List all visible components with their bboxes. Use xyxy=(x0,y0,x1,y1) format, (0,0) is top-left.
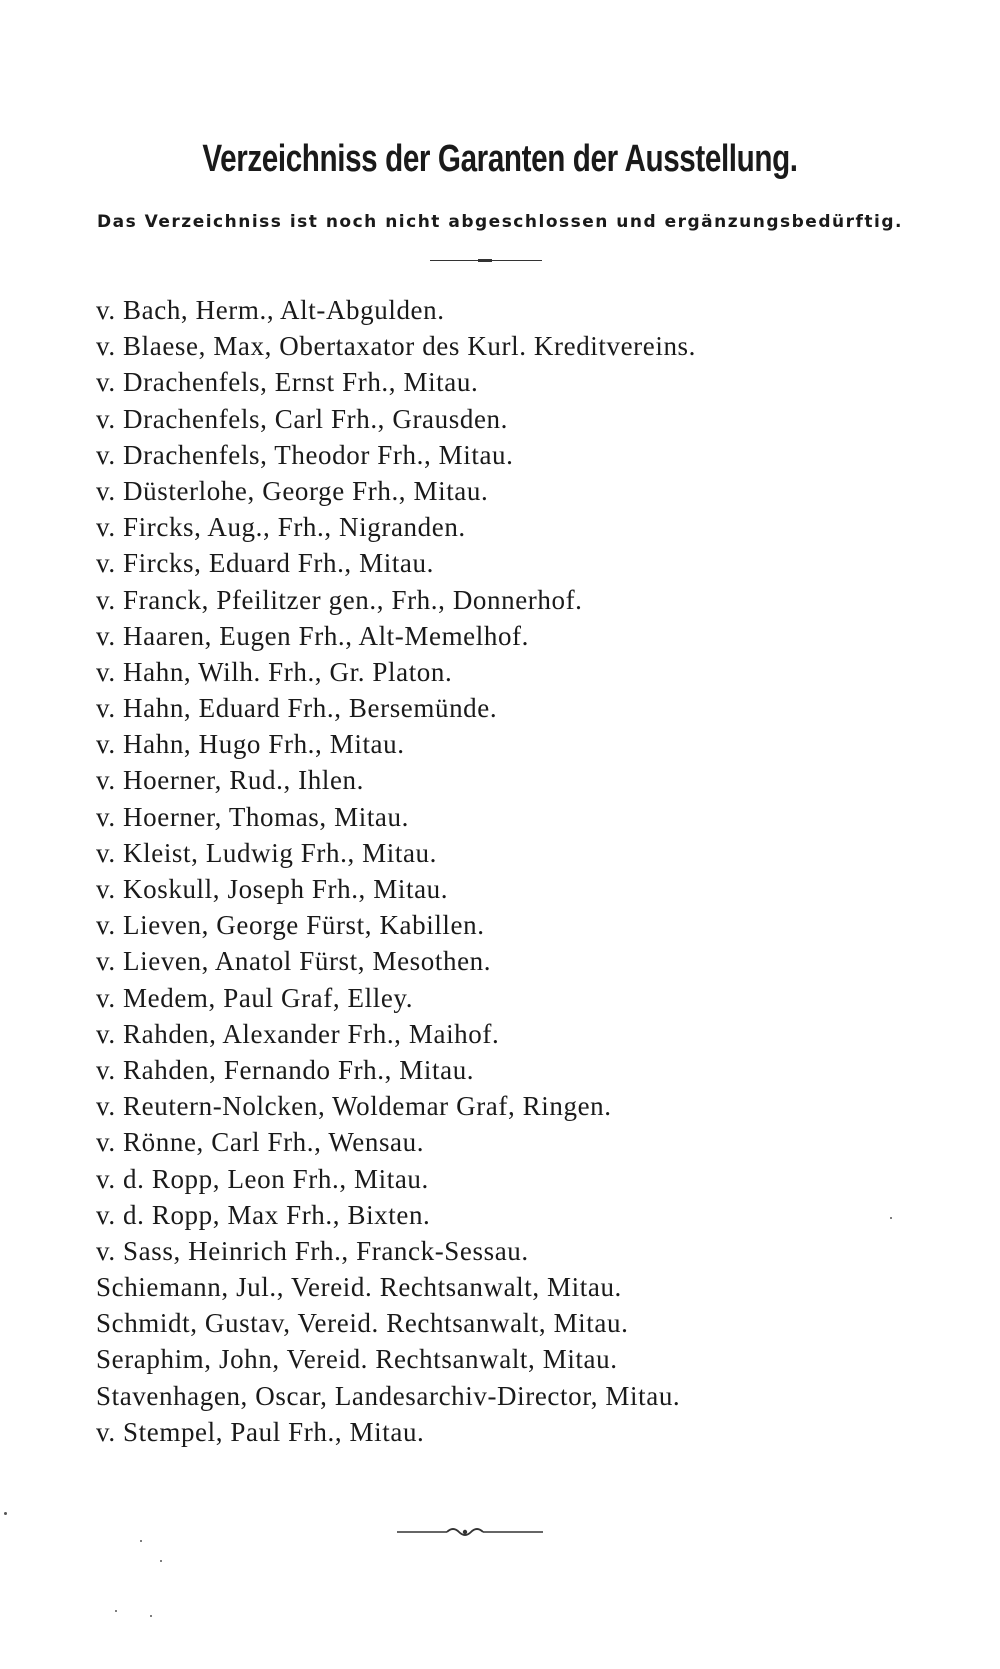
guarantor-list xyxy=(96,292,696,1450)
print-speck xyxy=(4,1512,7,1515)
print-speck xyxy=(160,1560,162,1562)
title-divider xyxy=(430,260,542,261)
list-item: v. Rahden, Fernando Frh., Mitau. xyxy=(96,1054,475,1085)
page-title: Verzeichniss der Garanten der Ausstellung. xyxy=(202,138,798,180)
list-item: Seraphim, John, Vereid. Rechtsanwalt, Mitau. xyxy=(96,1344,618,1375)
print-speck xyxy=(890,1217,892,1219)
list-item: v. Kleist, Ludwig Frh., Mitau. xyxy=(96,837,437,868)
list-item: Stavenhagen, Oscar, Landesarchiv-Director, Mitau. xyxy=(96,1380,681,1411)
list-item: v. Drachenfels, Carl Frh., Grausden. xyxy=(96,403,508,434)
list-item: v. Reutern-Nolcken, Woldemar Graf, Ringen. xyxy=(96,1091,612,1122)
list-item: v. Lieven, George Fürst, Kabillen. xyxy=(96,910,485,941)
list-item: v. Blaese, Max, Obertaxator des Kurl. Kreditvereins. xyxy=(96,331,697,362)
list-item: v. Drachenfels, Ernst Frh., Mitau. xyxy=(96,367,479,398)
list-item: v. Koskull, Joseph Frh., Mitau. xyxy=(96,874,449,904)
list-item: v. Fircks, Eduard Frh., Mitau. xyxy=(96,548,434,579)
page-subtitle: Das Verzeichniss ist noch nicht abgeschlossen und ergänzungsbedürftig. xyxy=(97,212,903,232)
list-item: v. Franck, Pfeilitzer gen., Frh., Donnerhof. xyxy=(96,584,583,615)
list-item: v. d. Ropp, Leon Frh., Mitau. xyxy=(96,1163,429,1194)
list-item: v. Hahn, Wilh. Frh., Gr. Platon. xyxy=(96,656,453,687)
print-speck xyxy=(140,1540,142,1542)
divider-knot xyxy=(478,259,492,262)
list-item: v. Rönne, Carl Frh., Wensau. xyxy=(96,1127,425,1158)
list-item: v. Fircks, Aug., Frh., Nigranden. xyxy=(96,512,466,543)
list-item: v. Rahden, Alexander Frh., Maihof. xyxy=(96,1018,500,1049)
list-item: Schiemann, Jul., Vereid. Rechtsanwalt, Mitau. xyxy=(96,1272,622,1303)
list-item: v. Hahn, Eduard Frh., Bersemünde. xyxy=(96,693,498,724)
list-item: v. Stempel, Paul Frh., Mitau. xyxy=(96,1416,425,1447)
list-item: v. Bach, Herm., Alt-Abgulden. xyxy=(96,295,445,325)
list-item: v. Drachenfels, Theodor Frh., Mitau. xyxy=(96,439,514,470)
closing-ornament-icon xyxy=(395,1522,545,1542)
list-item: v. Lieven, Anatol Fürst, Mesothen. xyxy=(96,946,492,977)
list-item: v. Düsterlohe, George Frh., Mitau. xyxy=(96,475,489,506)
list-item: v. d. Ropp, Max Frh., Bixten. xyxy=(96,1199,431,1230)
list-item: v. Hoerner, Thomas, Mitau. xyxy=(96,801,409,832)
list-item: v. Hoerner, Rud., Ihlen. xyxy=(96,765,364,796)
list-item: v. Sass, Heinrich Frh., Franck-Sessau. xyxy=(96,1235,529,1266)
list-item: Schmidt, Gustav, Vereid. Rechtsanwalt, Mitau. xyxy=(96,1308,629,1339)
list-item: v. Hahn, Hugo Frh., Mitau. xyxy=(96,729,405,760)
list-item: v. Haaren, Eugen Frh., Alt-Memelhof. xyxy=(96,620,529,651)
print-speck xyxy=(150,1615,152,1617)
print-speck xyxy=(115,1610,117,1612)
list-item: v. Medem, Paul Graf, Elley. xyxy=(96,982,414,1013)
